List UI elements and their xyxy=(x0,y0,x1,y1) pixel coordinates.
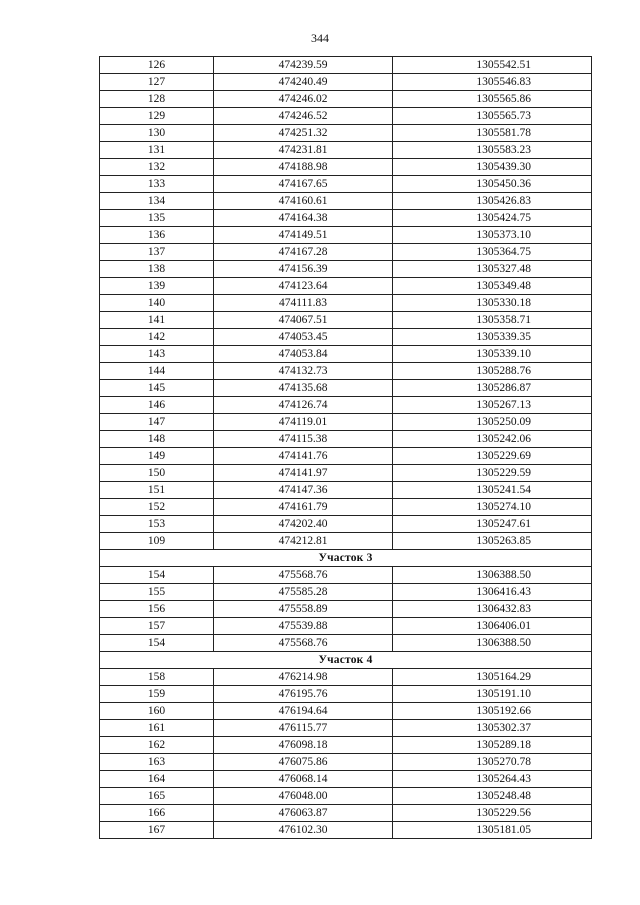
y-coordinate-cell: 1305542.51 xyxy=(393,57,592,74)
point-number-cell: 131 xyxy=(100,142,214,159)
table-row xyxy=(100,618,592,635)
point-number-cell: 133 xyxy=(100,176,214,193)
x-coordinate-cell: 474164.38 xyxy=(214,210,393,227)
section-title: Участок 3 xyxy=(100,550,592,567)
table-row xyxy=(100,720,592,737)
table-row xyxy=(100,278,592,295)
point-number-cell: 126 xyxy=(100,57,214,74)
point-number-cell: 163 xyxy=(100,754,214,771)
table-row xyxy=(100,754,592,771)
point-number-cell: 150 xyxy=(100,465,214,482)
point-number-cell: 127 xyxy=(100,74,214,91)
y-coordinate-cell: 1305286.87 xyxy=(393,380,592,397)
y-coordinate-cell: 1305192.66 xyxy=(393,703,592,720)
table-row xyxy=(100,584,592,601)
x-coordinate-cell: 474231.81 xyxy=(214,142,393,159)
x-coordinate-cell: 476068.14 xyxy=(214,771,393,788)
point-number-cell: 142 xyxy=(100,329,214,346)
y-coordinate-cell: 1305263.85 xyxy=(393,533,592,550)
y-coordinate-cell: 1306388.50 xyxy=(393,567,592,584)
point-number-cell: 156 xyxy=(100,601,214,618)
table-row xyxy=(100,244,592,261)
x-coordinate-cell: 474251.32 xyxy=(214,125,393,142)
y-coordinate-cell: 1306406.01 xyxy=(393,618,592,635)
point-number-cell: 139 xyxy=(100,278,214,295)
point-number-cell: 154 xyxy=(100,635,214,652)
y-coordinate-cell: 1305546.83 xyxy=(393,74,592,91)
table-row xyxy=(100,176,592,193)
point-number-cell: 128 xyxy=(100,91,214,108)
point-number-cell: 145 xyxy=(100,380,214,397)
y-coordinate-cell: 1305327.48 xyxy=(393,261,592,278)
y-coordinate-cell: 1305264.43 xyxy=(393,771,592,788)
table-row xyxy=(100,499,592,516)
x-coordinate-cell: 474246.52 xyxy=(214,108,393,125)
point-number-cell: 147 xyxy=(100,414,214,431)
x-coordinate-cell: 476075.86 xyxy=(214,754,393,771)
table-row xyxy=(100,465,592,482)
table-row xyxy=(100,125,592,142)
x-coordinate-cell: 475539.88 xyxy=(214,618,393,635)
point-number-cell: 149 xyxy=(100,448,214,465)
section-title: Участок 4 xyxy=(100,652,592,669)
point-number-cell: 140 xyxy=(100,295,214,312)
x-coordinate-cell: 474053.45 xyxy=(214,329,393,346)
table-row xyxy=(100,210,592,227)
x-coordinate-cell: 474115.38 xyxy=(214,431,393,448)
table-row xyxy=(100,108,592,125)
y-coordinate-cell: 1305364.75 xyxy=(393,244,592,261)
x-coordinate-cell: 476115.77 xyxy=(214,720,393,737)
y-coordinate-cell: 1305583.23 xyxy=(393,142,592,159)
table-row xyxy=(100,380,592,397)
x-coordinate-cell: 474240.49 xyxy=(214,74,393,91)
x-coordinate-cell: 474147.36 xyxy=(214,482,393,499)
table-row xyxy=(100,601,592,618)
y-coordinate-cell: 1305349.48 xyxy=(393,278,592,295)
point-number-cell: 144 xyxy=(100,363,214,380)
table-row xyxy=(100,448,592,465)
x-coordinate-cell: 476102.30 xyxy=(214,822,393,839)
table-row xyxy=(100,788,592,805)
table-row xyxy=(100,397,592,414)
table-row xyxy=(100,771,592,788)
point-number-cell: 141 xyxy=(100,312,214,329)
table-row xyxy=(100,295,592,312)
table-row xyxy=(100,329,592,346)
point-number-cell: 136 xyxy=(100,227,214,244)
table-row xyxy=(100,635,592,652)
y-coordinate-cell: 1305373.10 xyxy=(393,227,592,244)
y-coordinate-cell: 1306432.83 xyxy=(393,601,592,618)
table-row xyxy=(100,91,592,108)
point-number-cell: 146 xyxy=(100,397,214,414)
page-number: 344 xyxy=(311,31,329,45)
point-number-cell: 161 xyxy=(100,720,214,737)
table-row xyxy=(100,482,592,499)
x-coordinate-cell: 474188.98 xyxy=(214,159,393,176)
point-number-cell: 158 xyxy=(100,669,214,686)
point-number-cell: 159 xyxy=(100,686,214,703)
x-coordinate-cell: 474167.65 xyxy=(214,176,393,193)
table-row xyxy=(100,567,592,584)
y-coordinate-cell: 1305164.29 xyxy=(393,669,592,686)
y-coordinate-cell: 1305288.76 xyxy=(393,363,592,380)
x-coordinate-cell: 474149.51 xyxy=(214,227,393,244)
table-row xyxy=(100,516,592,533)
point-number-cell: 109 xyxy=(100,533,214,550)
y-coordinate-cell: 1305426.83 xyxy=(393,193,592,210)
point-number-cell: 132 xyxy=(100,159,214,176)
y-coordinate-cell: 1305330.18 xyxy=(393,295,592,312)
y-coordinate-cell: 1305439.30 xyxy=(393,159,592,176)
coordinates-table xyxy=(99,56,592,839)
y-coordinate-cell: 1305247.61 xyxy=(393,516,592,533)
x-coordinate-cell: 474156.39 xyxy=(214,261,393,278)
table-row xyxy=(100,669,592,686)
y-coordinate-cell: 1305302.37 xyxy=(393,720,592,737)
y-coordinate-cell: 1305565.86 xyxy=(393,91,592,108)
table-row xyxy=(100,363,592,380)
y-coordinate-cell: 1306388.50 xyxy=(393,635,592,652)
y-coordinate-cell: 1305241.54 xyxy=(393,482,592,499)
point-number-cell: 153 xyxy=(100,516,214,533)
x-coordinate-cell: 476098.18 xyxy=(214,737,393,754)
table-row xyxy=(100,57,592,74)
x-coordinate-cell: 475568.76 xyxy=(214,567,393,584)
table-row xyxy=(100,346,592,363)
x-coordinate-cell: 474135.68 xyxy=(214,380,393,397)
y-coordinate-cell: 1305229.56 xyxy=(393,805,592,822)
y-coordinate-cell: 1305270.78 xyxy=(393,754,592,771)
y-coordinate-cell: 1305181.05 xyxy=(393,822,592,839)
y-coordinate-cell: 1305248.48 xyxy=(393,788,592,805)
table-row xyxy=(100,822,592,839)
table-row xyxy=(100,312,592,329)
x-coordinate-cell: 474161.79 xyxy=(214,499,393,516)
table-row xyxy=(100,142,592,159)
y-coordinate-cell: 1305339.35 xyxy=(393,329,592,346)
table-row xyxy=(100,686,592,703)
y-coordinate-cell: 1305289.18 xyxy=(393,737,592,754)
section-header-row xyxy=(100,652,592,669)
x-coordinate-cell: 474141.97 xyxy=(214,465,393,482)
y-coordinate-cell: 1305274.10 xyxy=(393,499,592,516)
table-row xyxy=(100,227,592,244)
point-number-cell: 148 xyxy=(100,431,214,448)
x-coordinate-cell: 474246.02 xyxy=(214,91,393,108)
x-coordinate-cell: 475568.76 xyxy=(214,635,393,652)
point-number-cell: 154 xyxy=(100,567,214,584)
x-coordinate-cell: 476048.00 xyxy=(214,788,393,805)
point-number-cell: 151 xyxy=(100,482,214,499)
point-number-cell: 160 xyxy=(100,703,214,720)
x-coordinate-cell: 474167.28 xyxy=(214,244,393,261)
point-number-cell: 137 xyxy=(100,244,214,261)
x-coordinate-cell: 474067.51 xyxy=(214,312,393,329)
table-row xyxy=(100,533,592,550)
x-coordinate-cell: 474160.61 xyxy=(214,193,393,210)
table-row xyxy=(100,737,592,754)
point-number-cell: 152 xyxy=(100,499,214,516)
point-number-cell: 157 xyxy=(100,618,214,635)
point-number-cell: 167 xyxy=(100,822,214,839)
x-coordinate-cell: 474202.40 xyxy=(214,516,393,533)
point-number-cell: 130 xyxy=(100,125,214,142)
x-coordinate-cell: 474126.74 xyxy=(214,397,393,414)
y-coordinate-cell: 1305450.36 xyxy=(393,176,592,193)
y-coordinate-cell: 1305242.06 xyxy=(393,431,592,448)
table-row xyxy=(100,193,592,210)
point-number-cell: 138 xyxy=(100,261,214,278)
point-number-cell: 135 xyxy=(100,210,214,227)
y-coordinate-cell: 1306416.43 xyxy=(393,584,592,601)
x-coordinate-cell: 476195.76 xyxy=(214,686,393,703)
point-number-cell: 143 xyxy=(100,346,214,363)
point-number-cell: 166 xyxy=(100,805,214,822)
y-coordinate-cell: 1305424.75 xyxy=(393,210,592,227)
x-coordinate-cell: 475558.89 xyxy=(214,601,393,618)
table-row xyxy=(100,261,592,278)
x-coordinate-cell: 474053.84 xyxy=(214,346,393,363)
x-coordinate-cell: 474141.76 xyxy=(214,448,393,465)
x-coordinate-cell: 474123.64 xyxy=(214,278,393,295)
x-coordinate-cell: 476214.98 xyxy=(214,669,393,686)
y-coordinate-cell: 1305267.13 xyxy=(393,397,592,414)
section-header-row xyxy=(100,550,592,567)
x-coordinate-cell: 474239.59 xyxy=(214,57,393,74)
x-coordinate-cell: 474212.81 xyxy=(214,533,393,550)
y-coordinate-cell: 1305358.71 xyxy=(393,312,592,329)
y-coordinate-cell: 1305250.09 xyxy=(393,414,592,431)
y-coordinate-cell: 1305191.10 xyxy=(393,686,592,703)
table-row xyxy=(100,74,592,91)
x-coordinate-cell: 476063.87 xyxy=(214,805,393,822)
y-coordinate-cell: 1305229.69 xyxy=(393,448,592,465)
point-number-cell: 129 xyxy=(100,108,214,125)
table-row xyxy=(100,431,592,448)
y-coordinate-cell: 1305565.73 xyxy=(393,108,592,125)
point-number-cell: 155 xyxy=(100,584,214,601)
x-coordinate-cell: 476194.64 xyxy=(214,703,393,720)
y-coordinate-cell: 1305581.78 xyxy=(393,125,592,142)
y-coordinate-cell: 1305229.59 xyxy=(393,465,592,482)
coordinates-table-body xyxy=(100,57,592,839)
point-number-cell: 134 xyxy=(100,193,214,210)
table-row xyxy=(100,414,592,431)
table-row xyxy=(100,703,592,720)
point-number-cell: 162 xyxy=(100,737,214,754)
point-number-cell: 164 xyxy=(100,771,214,788)
table-row xyxy=(100,159,592,176)
x-coordinate-cell: 474132.73 xyxy=(214,363,393,380)
x-coordinate-cell: 475585.28 xyxy=(214,584,393,601)
y-coordinate-cell: 1305339.10 xyxy=(393,346,592,363)
x-coordinate-cell: 474111.83 xyxy=(214,295,393,312)
point-number-cell: 165 xyxy=(100,788,214,805)
x-coordinate-cell: 474119.01 xyxy=(214,414,393,431)
table-row xyxy=(100,805,592,822)
